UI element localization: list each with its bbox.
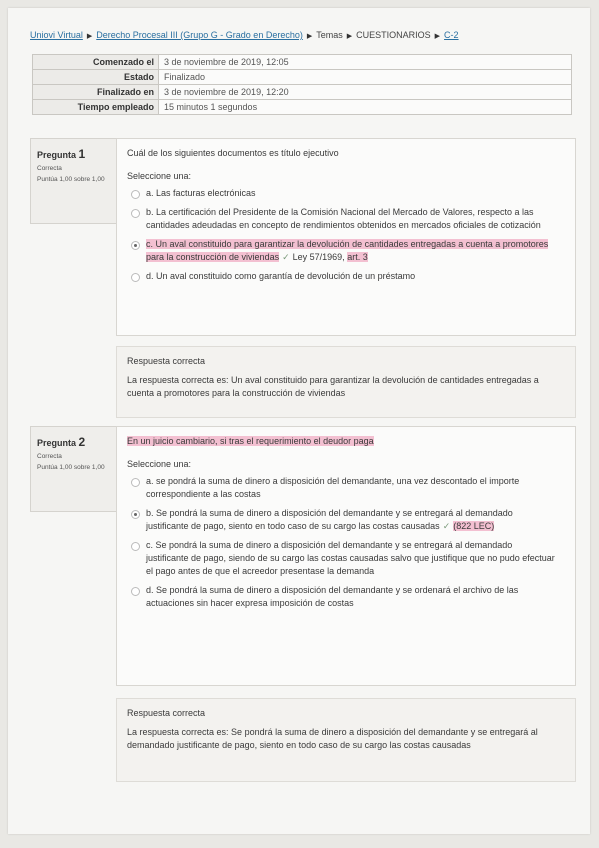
question-text: Cuál de los siguientes documentos es título ejecutivo <box>127 148 339 158</box>
feedback-title: Respuesta correcta <box>127 356 206 366</box>
question-score: Puntúa 1,00 sobre 1,00 <box>37 175 105 183</box>
summary-row-time <box>33 100 572 115</box>
answer-label: d. Se pondrá la suma de dinero a disposición del demandante y se ordenará el archivo de las actuaciones sin hacer expresa imposición de costas <box>146 585 519 609</box>
breadcrumb-separator-icon: ▶ <box>346 33 353 40</box>
question-2-feedback <box>116 698 576 782</box>
answer-option-c[interactable] <box>131 238 555 264</box>
feedback-text: La respuesta correcta es: Se pondrá la suma de dinero a disposición del demandante y se entregará al demandado justificante de pago, siento en todo caso de su cargo las costas causadas <box>127 727 538 751</box>
question-2-info <box>30 426 122 512</box>
annotation-note-highlight: (822 LEC) <box>453 521 495 532</box>
checkmark-icon: ✓ <box>442 521 451 532</box>
question-number: Pregunta 2 <box>37 435 86 449</box>
answer-option-b[interactable] <box>131 507 555 533</box>
quiz-review-page <box>8 8 590 834</box>
radio-button[interactable] <box>131 478 140 487</box>
radio-button[interactable] <box>131 190 140 199</box>
summary-row-finished <box>33 85 572 100</box>
summary-value: 3 de noviembre de 2019, 12:05 <box>159 55 572 70</box>
question-1-info <box>30 138 122 224</box>
radio-button[interactable] <box>131 542 140 551</box>
question-score: Puntúa 1,00 sobre 1,00 <box>37 463 105 471</box>
breadcrumb-course[interactable]: Derecho Procesal III (Grupo G - Grado en Derecho) <box>96 30 303 40</box>
answer-option-d[interactable] <box>131 270 555 283</box>
answer-label: a. Las facturas electrónicas <box>146 188 256 199</box>
question-text: En un juicio cambiario, si tras el requerimiento el deudor paga <box>127 436 374 446</box>
breadcrumb-cuestionarios[interactable]: CUESTIONARIOS <box>356 30 431 40</box>
summary-row-started <box>33 55 572 70</box>
answer-option-b[interactable] <box>131 206 555 232</box>
breadcrumb-separator-icon: ▶ <box>86 33 93 40</box>
select-one-prompt: Seleccione una: <box>127 171 192 182</box>
answer-label-selected: c. Un aval constituido para garantizar la devolución de cantidades entregadas a cuenta a promotores para la construcción de viviendas ✓ Ley 57/1969, art. 3 <box>146 239 549 263</box>
feedback-text: La respuesta correcta es: Un aval constituido para garantizar la devolución de cantidades entregadas a cuenta a promotores para la construcción de viviendas <box>127 375 539 399</box>
radio-button[interactable] <box>131 209 140 218</box>
radio-button-selected[interactable] <box>131 510 140 519</box>
breadcrumb-temas[interactable]: Temas <box>316 30 343 40</box>
answer-label: b. La certificación del Presidente de la Comisión Nacional del Mercado de Valores, respecto a las cantidades adeudadas en concepto de rendimientos obtenidos en mercados oficiales de cotización <box>146 207 541 231</box>
radio-button[interactable] <box>131 587 140 596</box>
summary-label: Finalizado en <box>33 85 159 100</box>
breadcrumb-quiz[interactable]: C-2 <box>444 30 459 40</box>
answer-label: a. se pondrá la suma de dinero a disposición del demandante, una vez descontado el importe correspondiente a las costas <box>146 476 520 500</box>
breadcrumb-separator-icon: ▶ <box>434 33 441 40</box>
summary-label: Tiempo empleado <box>33 100 159 115</box>
annotation-note: Ley 57/1969, <box>292 252 345 263</box>
answer-label: c. Se pondrá la suma de dinero a disposición del demandante y se entregará al demandado justificante de pago, siendo de su cargo las costas causadas salvo que justifique que no pudo efectuar el pago antes de que el acreedor presentase la demanda <box>146 540 555 577</box>
checkmark-icon: ✓ <box>282 252 290 263</box>
annotation-note-highlight: art. 3 <box>347 252 368 263</box>
question-1-content <box>116 138 576 336</box>
breadcrumb <box>30 30 580 40</box>
question-status: Correcta <box>37 453 62 461</box>
answer-option-d[interactable] <box>131 584 555 610</box>
answer-option-a[interactable] <box>131 475 555 501</box>
attempt-summary-table <box>32 54 572 115</box>
question-status: Correcta <box>37 165 62 173</box>
question-1-feedback <box>116 346 576 418</box>
answer-label: d. Un aval constituido como garantía de devolución de un préstamo <box>146 271 416 282</box>
breadcrumb-uniovi-virtual[interactable]: Uniovi Virtual <box>30 30 83 40</box>
feedback-title: Respuesta correcta <box>127 708 206 718</box>
summary-value: 15 minutos 1 segundos <box>159 100 572 115</box>
select-one-prompt: Seleccione una: <box>127 459 192 470</box>
summary-label: Comenzado el <box>33 55 159 70</box>
answer-option-c[interactable] <box>131 539 555 578</box>
summary-value: Finalizado <box>159 70 572 85</box>
radio-button[interactable] <box>131 273 140 282</box>
summary-row-state <box>33 70 572 85</box>
answer-label-selected: b. Se pondrá la suma de dinero a disposición del demandante y se entregará al demandado justificante de pago, siento en todo caso de su cargo las costas causadas ✓ (822 LEC) <box>146 508 513 532</box>
summary-label: Estado <box>33 70 159 85</box>
question-number: Pregunta 1 <box>37 147 86 161</box>
breadcrumb-separator-icon: ▶ <box>306 33 313 40</box>
question-2-content <box>116 426 576 686</box>
answer-option-a[interactable] <box>131 187 555 200</box>
summary-value: 3 de noviembre de 2019, 12:20 <box>159 85 572 100</box>
radio-button-selected[interactable] <box>131 241 140 250</box>
